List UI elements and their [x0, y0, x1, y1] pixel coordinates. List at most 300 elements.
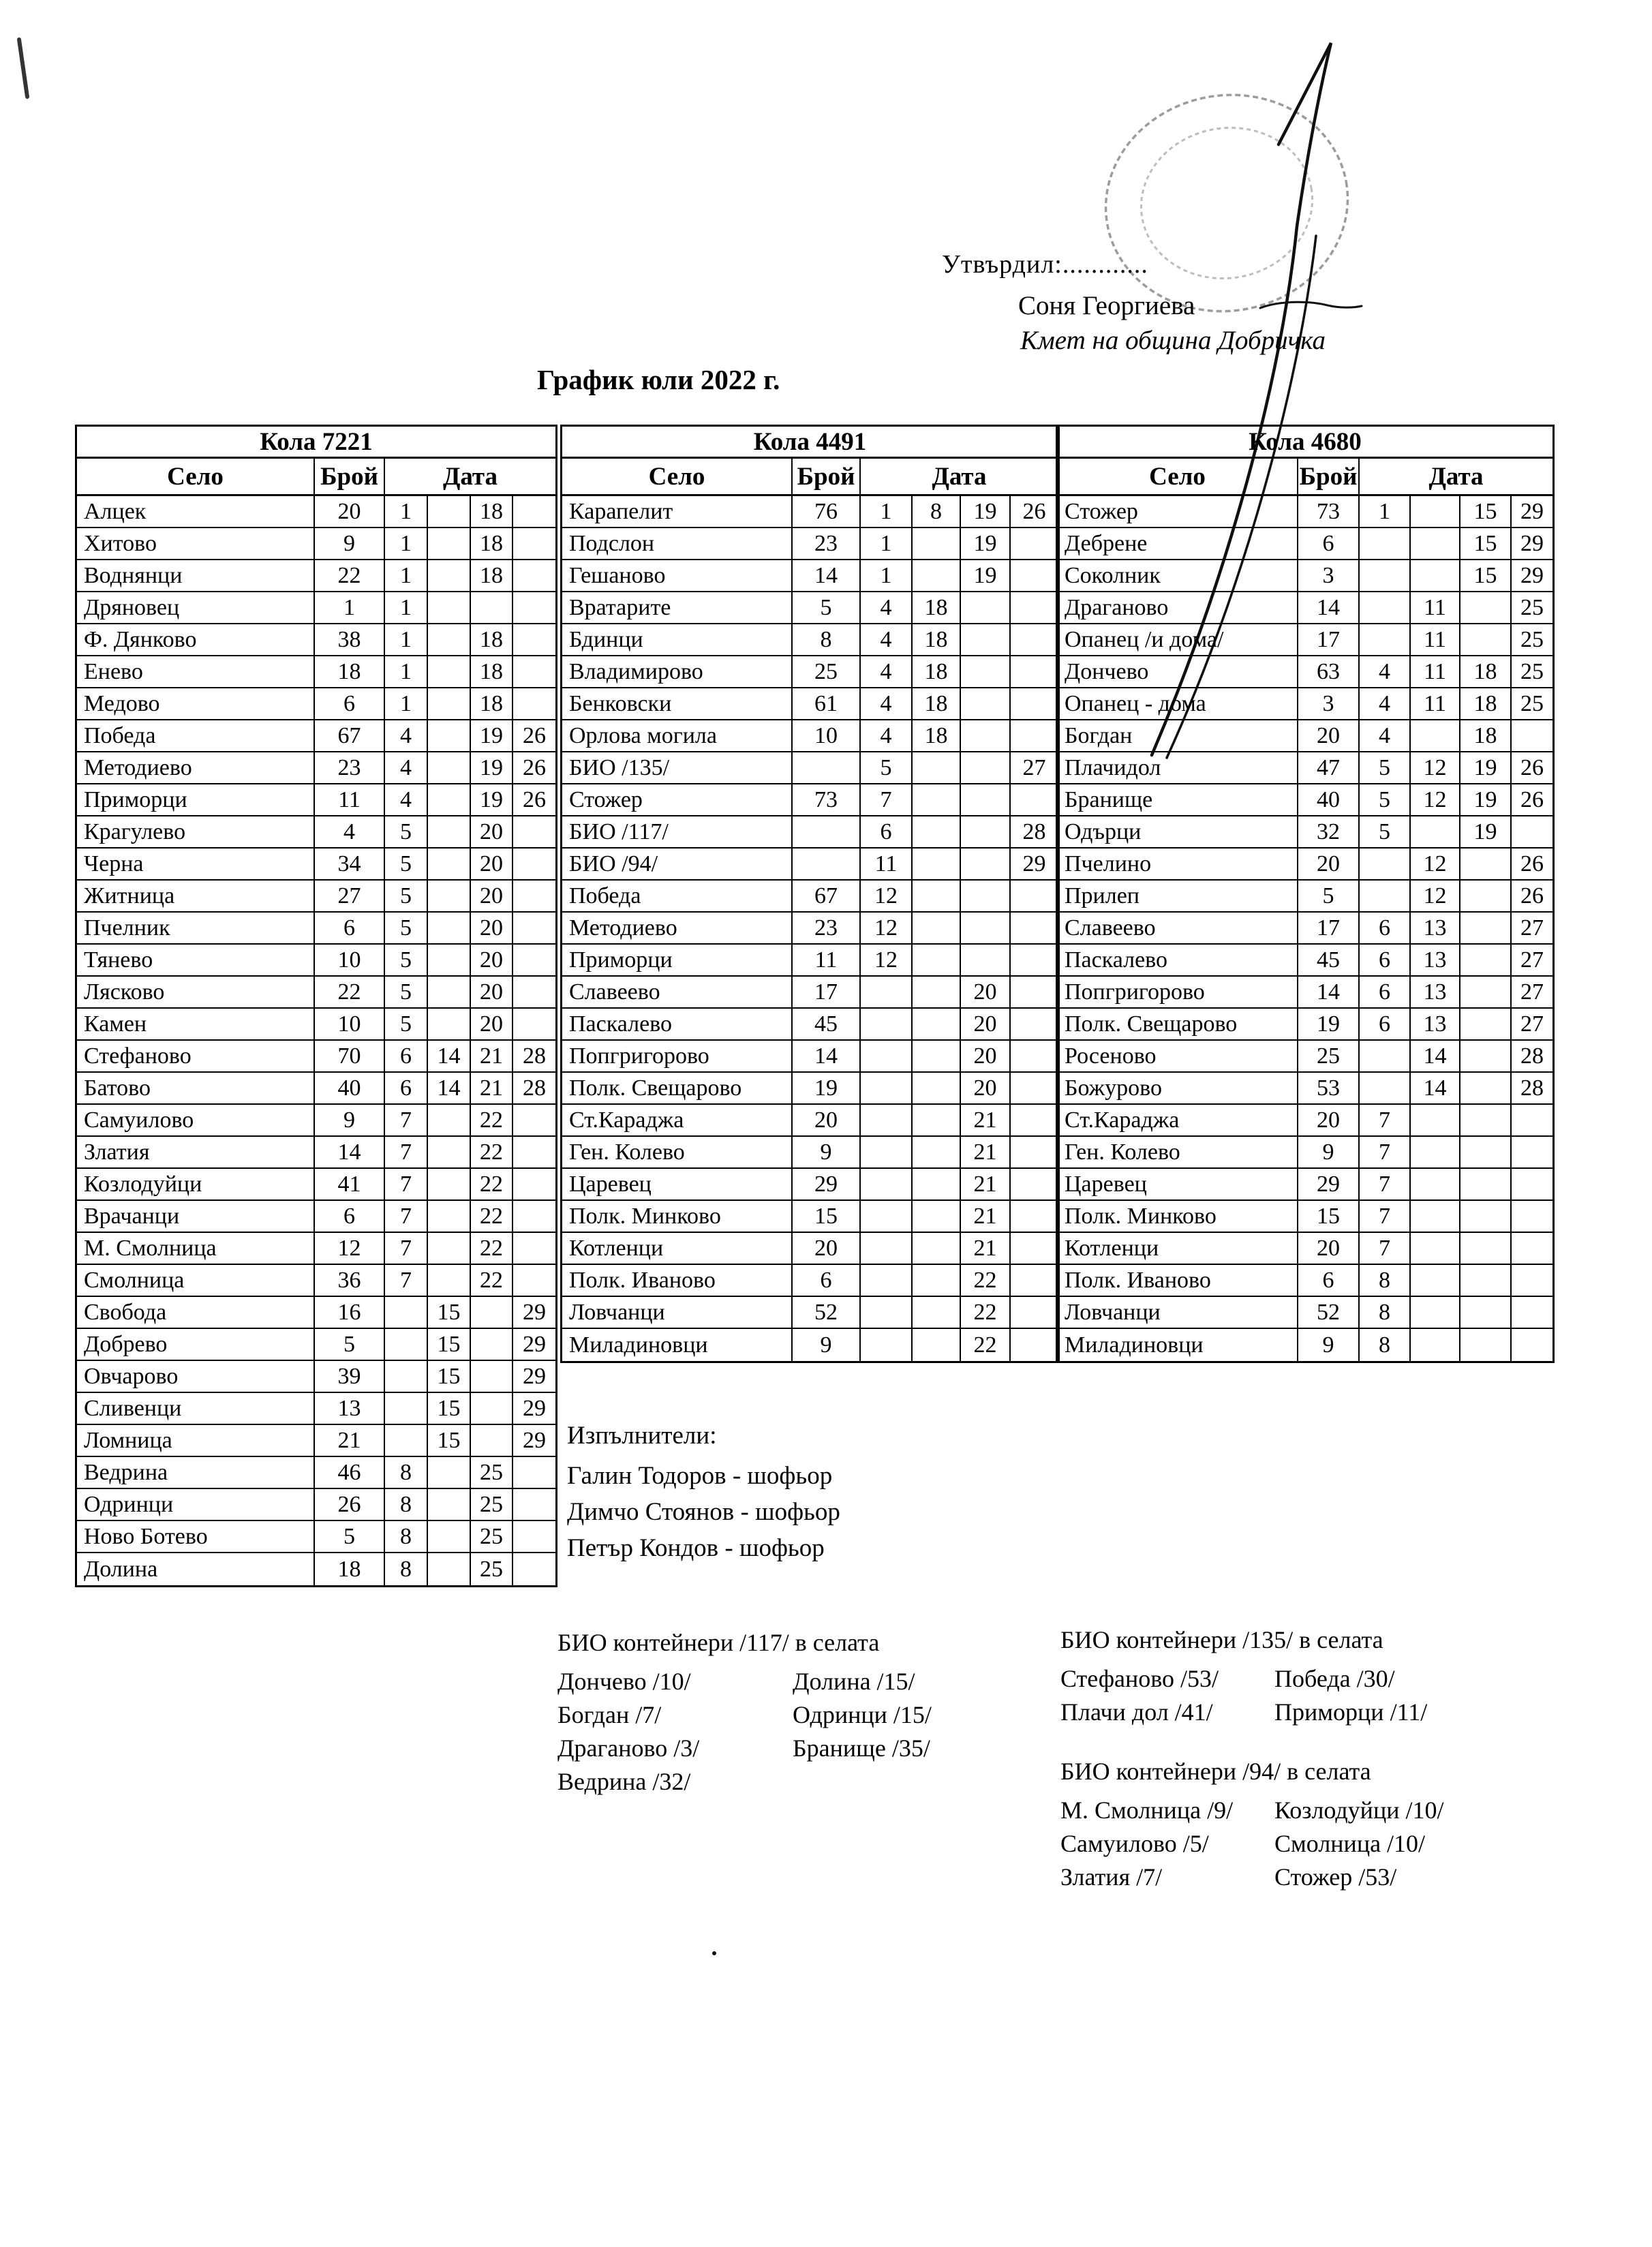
table-row — [77, 1553, 555, 1585]
village-cell: Бенковски — [562, 688, 793, 719]
table-row — [1058, 1265, 1552, 1297]
table-row — [77, 1105, 555, 1137]
date-cell — [471, 1297, 513, 1328]
table-row — [77, 1329, 555, 1361]
table-header-row — [562, 459, 1058, 496]
bio-item: Долина /15/ — [793, 1668, 915, 1695]
village-cell: Приморци — [77, 784, 315, 815]
bio-item: Драганово /3/ — [557, 1734, 700, 1762]
date-cell — [913, 816, 961, 847]
table-row — [562, 945, 1058, 977]
date-cell: 7 — [385, 1265, 428, 1296]
count-cell: 39 — [315, 1361, 385, 1392]
date-cell: 26 — [523, 786, 546, 812]
date-cell — [513, 496, 555, 527]
date-cell: 4 — [385, 752, 428, 783]
bio-item: Стефаново /53/ — [1060, 1665, 1219, 1692]
date-cell: 28 — [1520, 1043, 1544, 1069]
count-cell: 45 — [1298, 945, 1360, 975]
date-cell — [1011, 624, 1058, 655]
table-row — [1058, 1105, 1552, 1137]
bio-94-col1 — [1060, 1794, 1274, 1894]
page-title: График юли 2022 г. — [537, 364, 780, 395]
date-cell — [1011, 881, 1058, 911]
table-row — [562, 1233, 1058, 1265]
date-cell: 5 — [861, 752, 913, 783]
date-cell — [1011, 1137, 1058, 1167]
count-cell: 18 — [315, 1553, 385, 1585]
village-cell: Дебрене — [1058, 528, 1298, 559]
date-cell: 6 — [1360, 945, 1411, 975]
count-cell: 27 — [315, 881, 385, 911]
table-row — [562, 784, 1058, 816]
count-cell: 22 — [315, 977, 385, 1007]
date-cell: 25 — [471, 1553, 513, 1585]
table-row — [77, 913, 555, 945]
village-cell: Паскалево — [1058, 945, 1298, 975]
bio-94-col2 — [1274, 1794, 1443, 1894]
date-cell — [861, 1009, 913, 1039]
date-cell: 18 — [471, 496, 513, 527]
date-cell: 1 — [861, 528, 913, 559]
village-cell: Полк. Минково — [1058, 1201, 1298, 1232]
bio-item: Смолница /10/ — [1274, 1830, 1426, 1857]
schedule-table-4491 — [560, 425, 1060, 1363]
date-cell: 5 — [1360, 784, 1411, 815]
date-cell — [1411, 1137, 1460, 1167]
date-cell — [1460, 1233, 1512, 1264]
date-cell — [1460, 1297, 1512, 1328]
village-cell: Хитово — [77, 528, 315, 559]
table-row — [1058, 752, 1552, 784]
count-cell: 29 — [1298, 1169, 1360, 1199]
village-cell: Дряновец — [77, 592, 315, 623]
date-cell: 4 — [385, 720, 428, 751]
table-row — [1058, 881, 1552, 913]
date-cell — [1460, 913, 1512, 943]
date-cell — [961, 688, 1011, 719]
village-cell: Подслон — [562, 528, 793, 559]
date-cell — [913, 913, 961, 943]
count-cell: 6 — [793, 1265, 861, 1296]
date-cell — [513, 560, 555, 591]
bio-item: Бранище /35/ — [793, 1734, 930, 1762]
table-row — [562, 1169, 1058, 1201]
date-cell: 5 — [385, 816, 428, 847]
village-cell: Ст.Караджа — [562, 1105, 793, 1135]
village-cell: Бранище — [1058, 784, 1298, 815]
bio-item: Дончево /10/ — [557, 1668, 691, 1695]
village-cell: Ловчанци — [562, 1297, 793, 1328]
count-cell: 14 — [793, 560, 861, 591]
count-cell: 76 — [793, 496, 861, 527]
table-row — [1058, 688, 1552, 720]
date-cell — [1411, 1233, 1460, 1264]
date-cell — [428, 1201, 471, 1232]
bio-item: Богдан /7/ — [557, 1701, 662, 1728]
table-row — [77, 1425, 555, 1457]
village-cell: Попгригорово — [1058, 977, 1298, 1007]
date-cell: 14 — [1411, 1041, 1460, 1071]
table-row — [77, 1073, 555, 1105]
date-cell — [513, 656, 555, 687]
date-cell: 5 — [385, 913, 428, 943]
count-cell: 19 — [1298, 1009, 1360, 1039]
date-cell: 29 — [523, 1395, 546, 1421]
bio-item: М. Смолница /9/ — [1060, 1797, 1234, 1824]
date-cell — [913, 849, 961, 879]
date-cell: 7 — [1360, 1169, 1411, 1199]
date-cell: 20 — [471, 849, 513, 879]
date-cell — [1460, 881, 1512, 911]
count-cell: 17 — [1298, 624, 1360, 655]
count-cell: 22 — [315, 560, 385, 591]
date-cell: 8 — [385, 1521, 428, 1552]
table-row — [77, 1169, 555, 1201]
date-cell: 19 — [961, 560, 1011, 591]
date-cell: 26 — [1520, 851, 1544, 876]
village-cell: Врачанци — [77, 1201, 315, 1232]
date-cell: 18 — [913, 688, 961, 719]
village-cell: Миладиновци — [1058, 1329, 1298, 1361]
date-cell: 8 — [1360, 1329, 1411, 1361]
table-row — [1058, 1169, 1552, 1201]
date-cell — [1011, 1329, 1058, 1361]
count-cell: 19 — [793, 1073, 861, 1103]
table-row — [562, 720, 1058, 752]
date-cell: 5 — [385, 881, 428, 911]
date-cell — [861, 1201, 913, 1232]
date-cell — [913, 945, 961, 975]
date-cell — [913, 881, 961, 911]
date-cell — [428, 977, 471, 1007]
table-row — [77, 496, 555, 528]
village-cell: Лясково — [77, 977, 315, 1007]
table-row — [562, 592, 1058, 624]
date-cell: 26 — [1520, 883, 1544, 908]
count-cell — [793, 752, 861, 783]
date-cell: 7 — [861, 784, 913, 815]
date-cell: 1 — [385, 624, 428, 655]
date-cell: 27 — [1520, 915, 1544, 941]
date-cell — [1011, 1201, 1058, 1232]
bio-item: Стожер /53/ — [1274, 1863, 1397, 1891]
bio-135-col1 — [1060, 1662, 1274, 1729]
village-cell: Тянево — [77, 945, 315, 975]
table-row — [562, 1297, 1058, 1329]
count-cell: 52 — [1298, 1297, 1360, 1328]
schedule-table-7221 — [75, 425, 557, 1587]
count-cell: 9 — [315, 1105, 385, 1135]
date-cell: 1 — [861, 496, 913, 527]
village-cell: Вратарите — [562, 592, 793, 623]
count-cell: 18 — [315, 656, 385, 687]
count-cell: 9 — [1298, 1137, 1360, 1167]
date-cell — [1411, 528, 1460, 559]
date-cell: 18 — [1460, 720, 1512, 751]
count-cell: 10 — [315, 945, 385, 975]
count-cell: 11 — [315, 784, 385, 815]
date-cell: 1 — [385, 560, 428, 591]
village-cell: Царевец — [562, 1169, 793, 1199]
date-cell: 13 — [1411, 913, 1460, 943]
date-cell: 28 — [523, 1043, 546, 1069]
date-cell — [861, 1169, 913, 1199]
date-cell — [1460, 1041, 1512, 1071]
table-row — [1058, 1009, 1552, 1041]
count-cell: 14 — [315, 1137, 385, 1167]
date-cell: 20 — [471, 913, 513, 943]
date-cell — [513, 1201, 555, 1232]
date-cell — [961, 913, 1011, 943]
date-cell: 20 — [471, 977, 513, 1007]
date-cell — [961, 945, 1011, 975]
bio-117-col1 — [557, 1665, 793, 1799]
count-cell: 9 — [793, 1137, 861, 1167]
table-row — [77, 816, 555, 849]
date-cell — [861, 1105, 913, 1135]
date-cell — [385, 1297, 428, 1328]
date-cell: 7 — [385, 1105, 428, 1135]
date-cell — [385, 1361, 428, 1392]
village-cell: Крагулево — [77, 816, 315, 847]
date-cell — [1011, 1105, 1058, 1135]
date-cell: 28 — [1022, 819, 1046, 844]
date-cell: 8 — [385, 1553, 428, 1585]
village-cell: Приморци — [562, 945, 793, 975]
date-cell — [428, 624, 471, 655]
date-cell — [428, 656, 471, 687]
date-cell: 1 — [385, 496, 428, 527]
date-cell — [1512, 1105, 1552, 1135]
date-cell — [428, 688, 471, 719]
date-cell — [513, 881, 555, 911]
village-cell: Свобода — [77, 1297, 315, 1328]
date-cell: 6 — [385, 1041, 428, 1071]
date-cell: 7 — [1360, 1105, 1411, 1135]
date-cell: 21 — [961, 1169, 1011, 1199]
date-cell — [1460, 1105, 1512, 1135]
date-cell — [1360, 592, 1411, 623]
date-cell: 7 — [1360, 1233, 1411, 1264]
date-cell: 8 — [1360, 1297, 1411, 1328]
date-cell: 12 — [1411, 752, 1460, 783]
table-row — [77, 1137, 555, 1169]
date-cell — [913, 977, 961, 1007]
table-row — [562, 1201, 1058, 1233]
date-cell: 18 — [913, 720, 961, 751]
village-cell: Ген. Колево — [1058, 1137, 1298, 1167]
table-row — [562, 624, 1058, 656]
village-header: Село — [77, 459, 315, 494]
date-cell — [1011, 1073, 1058, 1103]
date-cell: 15 — [428, 1297, 471, 1328]
date-cell — [861, 1073, 913, 1103]
count-cell: 20 — [1298, 1105, 1360, 1135]
table-row — [77, 1393, 555, 1425]
bio-section-94 — [1060, 1755, 1443, 1894]
date-cell: 19 — [1460, 752, 1512, 783]
bio-item: Приморци /11/ — [1274, 1698, 1428, 1726]
date-cell — [1512, 816, 1552, 847]
date-cell — [1360, 1073, 1411, 1103]
date-cell: 21 — [961, 1201, 1011, 1232]
date-cell — [913, 752, 961, 783]
date-cell — [1011, 592, 1058, 623]
village-cell: Славеево — [1058, 913, 1298, 943]
count-cell: 25 — [793, 656, 861, 687]
date-cell: 12 — [861, 913, 913, 943]
table-title: Кола 4491 — [562, 427, 1058, 459]
count-cell — [793, 849, 861, 879]
date-cell — [428, 1265, 471, 1296]
count-cell — [793, 816, 861, 847]
date-cell — [1411, 1265, 1460, 1296]
date-cell: 7 — [385, 1233, 428, 1264]
village-cell: Енево — [77, 656, 315, 687]
table-row — [77, 945, 555, 977]
count-cell: 36 — [315, 1265, 385, 1296]
date-cell — [1411, 816, 1460, 847]
date-cell — [428, 784, 471, 815]
bio-section-135 — [1060, 1623, 1427, 1729]
date-cell: 26 — [1022, 498, 1046, 524]
table-title: Кола 4680 — [1058, 427, 1552, 459]
date-cell — [471, 1361, 513, 1392]
village-cell: Ген. Колево — [562, 1137, 793, 1167]
date-cell — [513, 528, 555, 559]
count-cell: 1 — [315, 592, 385, 623]
bio-item: Ведрина /32/ — [557, 1768, 691, 1795]
village-cell: Полк. Иваново — [1058, 1265, 1298, 1296]
date-cell: 18 — [1460, 688, 1512, 719]
village-cell: БИО /94/ — [562, 849, 793, 879]
date-cell — [1460, 1009, 1512, 1039]
date-cell: 15 — [1460, 528, 1512, 559]
executor-item: Димчо Стоянов - шофьор — [567, 1498, 840, 1526]
bio-item: Одринци /15/ — [793, 1701, 932, 1728]
date-cell — [428, 1169, 471, 1199]
count-cell: 21 — [315, 1425, 385, 1456]
village-cell: Добрево — [77, 1329, 315, 1360]
table-row — [562, 816, 1058, 849]
date-cell: 21 — [961, 1233, 1011, 1264]
date-cell: 15 — [428, 1361, 471, 1392]
bio-item: Златия /7/ — [1060, 1863, 1163, 1891]
count-cell: 20 — [793, 1105, 861, 1135]
village-cell: Житница — [77, 881, 315, 911]
date-cell — [428, 752, 471, 783]
date-cell: 5 — [385, 849, 428, 879]
date-cell: 4 — [861, 624, 913, 655]
count-cell: 13 — [315, 1393, 385, 1424]
bio-section-117 — [557, 1626, 932, 1799]
date-cell — [428, 913, 471, 943]
date-cell: 26 — [523, 722, 546, 748]
village-cell: Одърци — [1058, 816, 1298, 847]
date-cell — [428, 1489, 471, 1520]
village-cell: Опанец /и дома/ — [1058, 624, 1298, 655]
date-cell: 4 — [1360, 688, 1411, 719]
date-cell: 18 — [1460, 656, 1512, 687]
date-cell — [1460, 1201, 1512, 1232]
village-cell: Плачидол — [1058, 752, 1298, 783]
date-cell — [861, 1297, 913, 1328]
count-cell: 9 — [793, 1329, 861, 1361]
date-cell — [428, 560, 471, 591]
village-cell: Миладиновци — [562, 1329, 793, 1361]
date-cell: 22 — [471, 1233, 513, 1264]
table-row — [562, 1329, 1058, 1361]
date-cell — [1460, 1329, 1512, 1361]
date-cell: 25 — [471, 1457, 513, 1488]
date-cell: 29 — [523, 1331, 546, 1357]
village-cell: Методиево — [562, 913, 793, 943]
date-cell — [1512, 1265, 1552, 1296]
date-cell — [1411, 720, 1460, 751]
date-cell — [1460, 945, 1512, 975]
date-cell: 7 — [385, 1137, 428, 1167]
date-cell: 7 — [385, 1201, 428, 1232]
table-row — [562, 1105, 1058, 1137]
village-cell: Богдан — [1058, 720, 1298, 751]
date-cell — [1512, 720, 1552, 751]
village-cell: Смолница — [77, 1265, 315, 1296]
table-row — [77, 1009, 555, 1041]
village-cell: БИО /135/ — [562, 752, 793, 783]
date-cell: 4 — [1360, 720, 1411, 751]
count-cell: 5 — [315, 1521, 385, 1552]
date-cell — [513, 624, 555, 655]
date-cell: 28 — [523, 1075, 546, 1101]
count-cell: 5 — [793, 592, 861, 623]
date-cell — [471, 1425, 513, 1456]
date-cell — [913, 1169, 961, 1199]
date-cell — [513, 592, 555, 623]
date-cell — [961, 656, 1011, 687]
table-row — [1058, 945, 1552, 977]
date-cell — [428, 816, 471, 847]
village-cell: Ст.Караджа — [1058, 1105, 1298, 1135]
table-header-row — [1058, 459, 1552, 496]
schedule-table-4680 — [1056, 425, 1555, 1363]
date-cell — [1360, 849, 1411, 879]
date-cell: 11 — [1411, 592, 1460, 623]
village-cell: Методиево — [77, 752, 315, 783]
date-cell: 11 — [1411, 624, 1460, 655]
date-cell — [1360, 624, 1411, 655]
table-row — [1058, 849, 1552, 881]
executors-section — [567, 1418, 840, 1566]
date-cell — [513, 977, 555, 1007]
count-cell: 3 — [1298, 688, 1360, 719]
date-cell: 29 — [523, 1427, 546, 1453]
date-cell — [1011, 1233, 1058, 1264]
village-cell: Ломница — [77, 1425, 315, 1456]
table-row — [77, 720, 555, 752]
count-cell: 4 — [315, 816, 385, 847]
date-cell — [1512, 1169, 1552, 1199]
date-cell: 27 — [1022, 754, 1046, 780]
date-cell: 4 — [861, 656, 913, 687]
count-cell: 11 — [793, 945, 861, 975]
village-cell: Попгригорово — [562, 1041, 793, 1071]
bio-135-heading: БИО контейнери /135/ в селата — [1060, 1626, 1383, 1653]
table-row — [562, 560, 1058, 592]
table-row — [562, 1041, 1058, 1073]
count-cell: 70 — [315, 1041, 385, 1071]
date-cell: 5 — [385, 1009, 428, 1039]
